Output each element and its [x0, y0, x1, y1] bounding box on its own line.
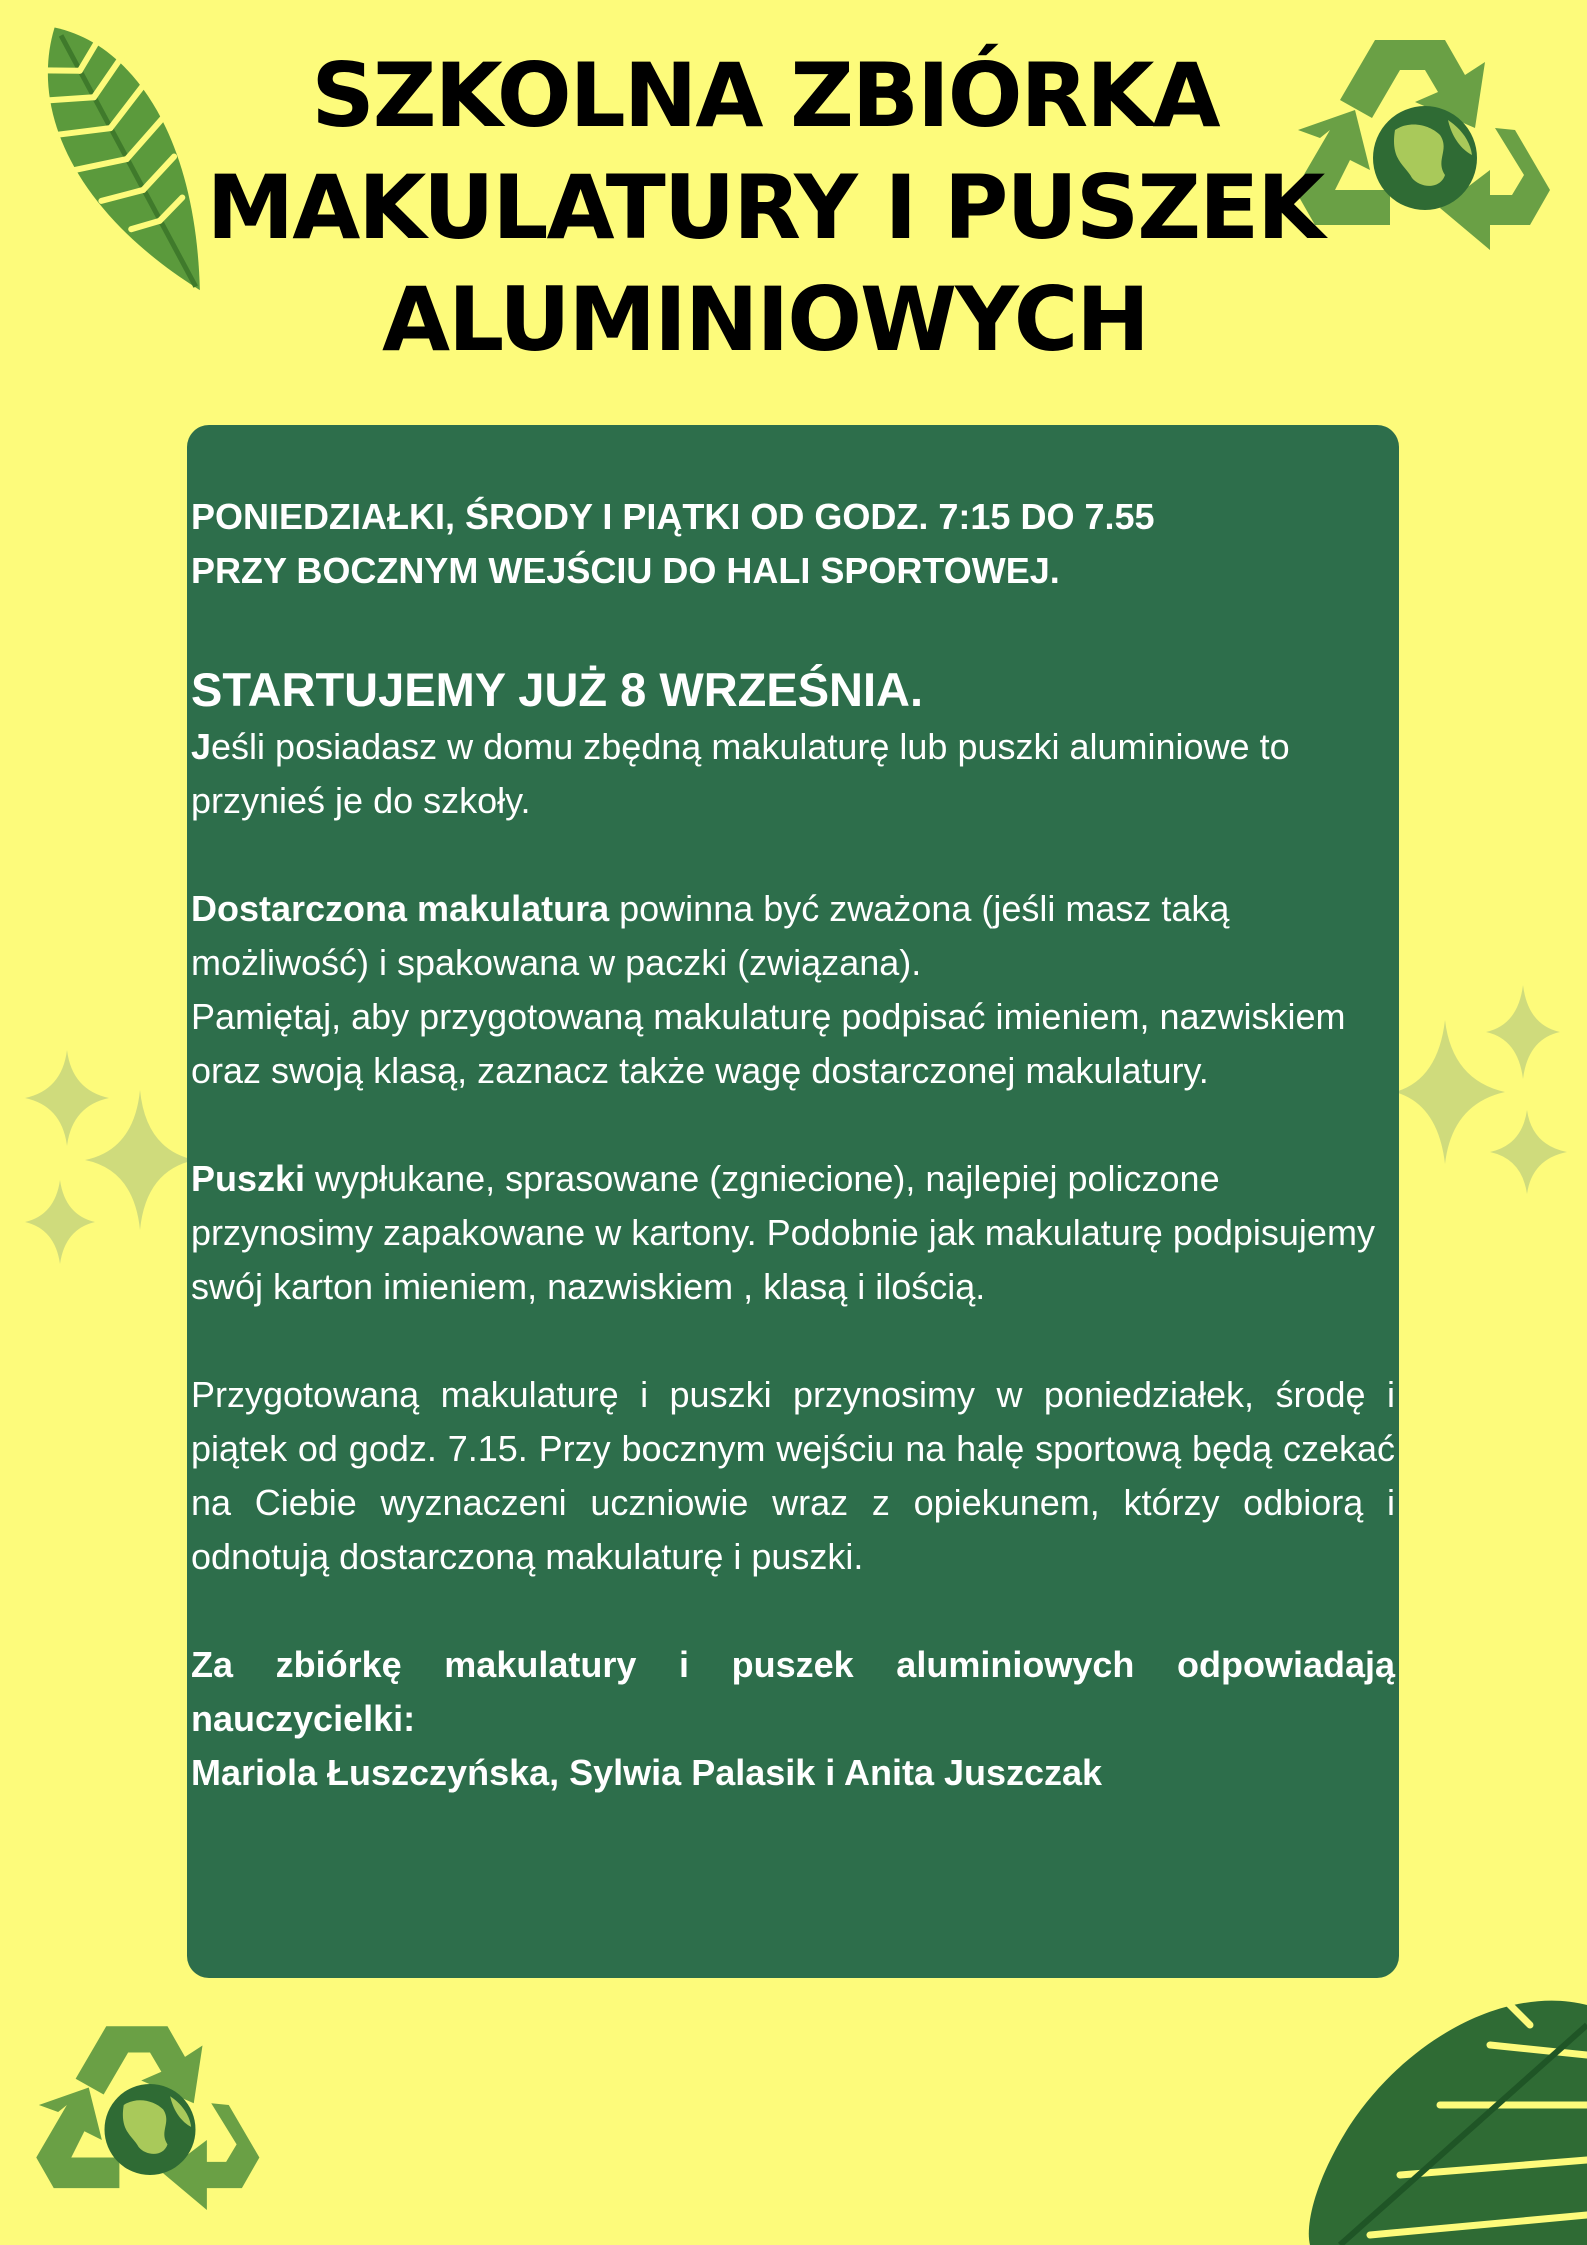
title-line: MAKULATURY I PUSZEK: [206, 156, 1324, 259]
intro-paragraph: [191, 720, 1395, 828]
sparkle-icon: [25, 1050, 195, 1280]
info-card: [187, 425, 1399, 1978]
paper-heading: Dostarczona makulatura: [191, 888, 610, 929]
cans-paragraph: [191, 1152, 1395, 1314]
page-title: [160, 40, 1370, 376]
delivery-paragraph: Przygotowaną makulaturę i puszki przynosimy w poniedziałek, środę i piątek od godz. 7.15. Przy bocznym wejściu na halę sportową będą czekać na Ciebie wyznaczeni uczniowie wraz z opiekunem, którzy odbiorą i odnotują dostarczoną makulaturę i puszki.: [191, 1374, 1395, 1577]
teachers-intro: Za zbiórkę makulatury i puszek aluminiowych odpowiadają nauczycielki:: [191, 1644, 1395, 1739]
intro-text: eśli posiadasz w domu zbędną makulaturę lub puszki aluminiowe to przynieś je do szkoły.: [191, 726, 1290, 821]
paper-paragraph: [191, 882, 1395, 990]
remember-paragraph: Pamiętaj, aby przygotowaną makulaturę podpisać imieniem, nazwiskiem oraz swoją klasą, zaznacz także wagę dostarczonej makulatury.: [191, 996, 1346, 1091]
paper-text: powinna być zważona (jeśli masz taką możliwość) i spakowana w paczki (związana).: [191, 888, 1230, 983]
title-line: ALUMINIOWYCH: [382, 268, 1148, 371]
title-line: SZKOLNA ZBIÓRKA: [311, 44, 1219, 147]
sparkle-icon: [1395, 980, 1575, 1210]
schedule: [191, 490, 1395, 598]
teachers-names: Mariola Łuszczyńska, Sylwia Palasik i Anita Juszczak: [191, 1752, 1103, 1793]
start-date: STARTUJEMY JUŻ 8 WRZEŚNIA.: [191, 663, 924, 716]
schedule-place: PRZY BOCZNYM WEJŚCIU DO HALI SPORTOWEJ.: [191, 550, 1060, 591]
cans-text: wypłukane, sprasowane (zgniecione), najlepiej policzone przynosimy zapakowane w kartony. Podobnie jak makulaturę podpisujemy swój karton imieniem, nazwiskiem , klasą i ilością.: [191, 1158, 1375, 1307]
leaf-icon: [1290, 1985, 1587, 2245]
schedule-days: PONIEDZIAŁKI, ŚRODY I PIĄTKI OD GODZ. 7:15 DO 7.55: [191, 496, 1155, 537]
recycle-icon: [20, 2000, 280, 2245]
cans-heading: Puszki: [191, 1158, 306, 1199]
intro-first-letter: J: [191, 726, 212, 767]
